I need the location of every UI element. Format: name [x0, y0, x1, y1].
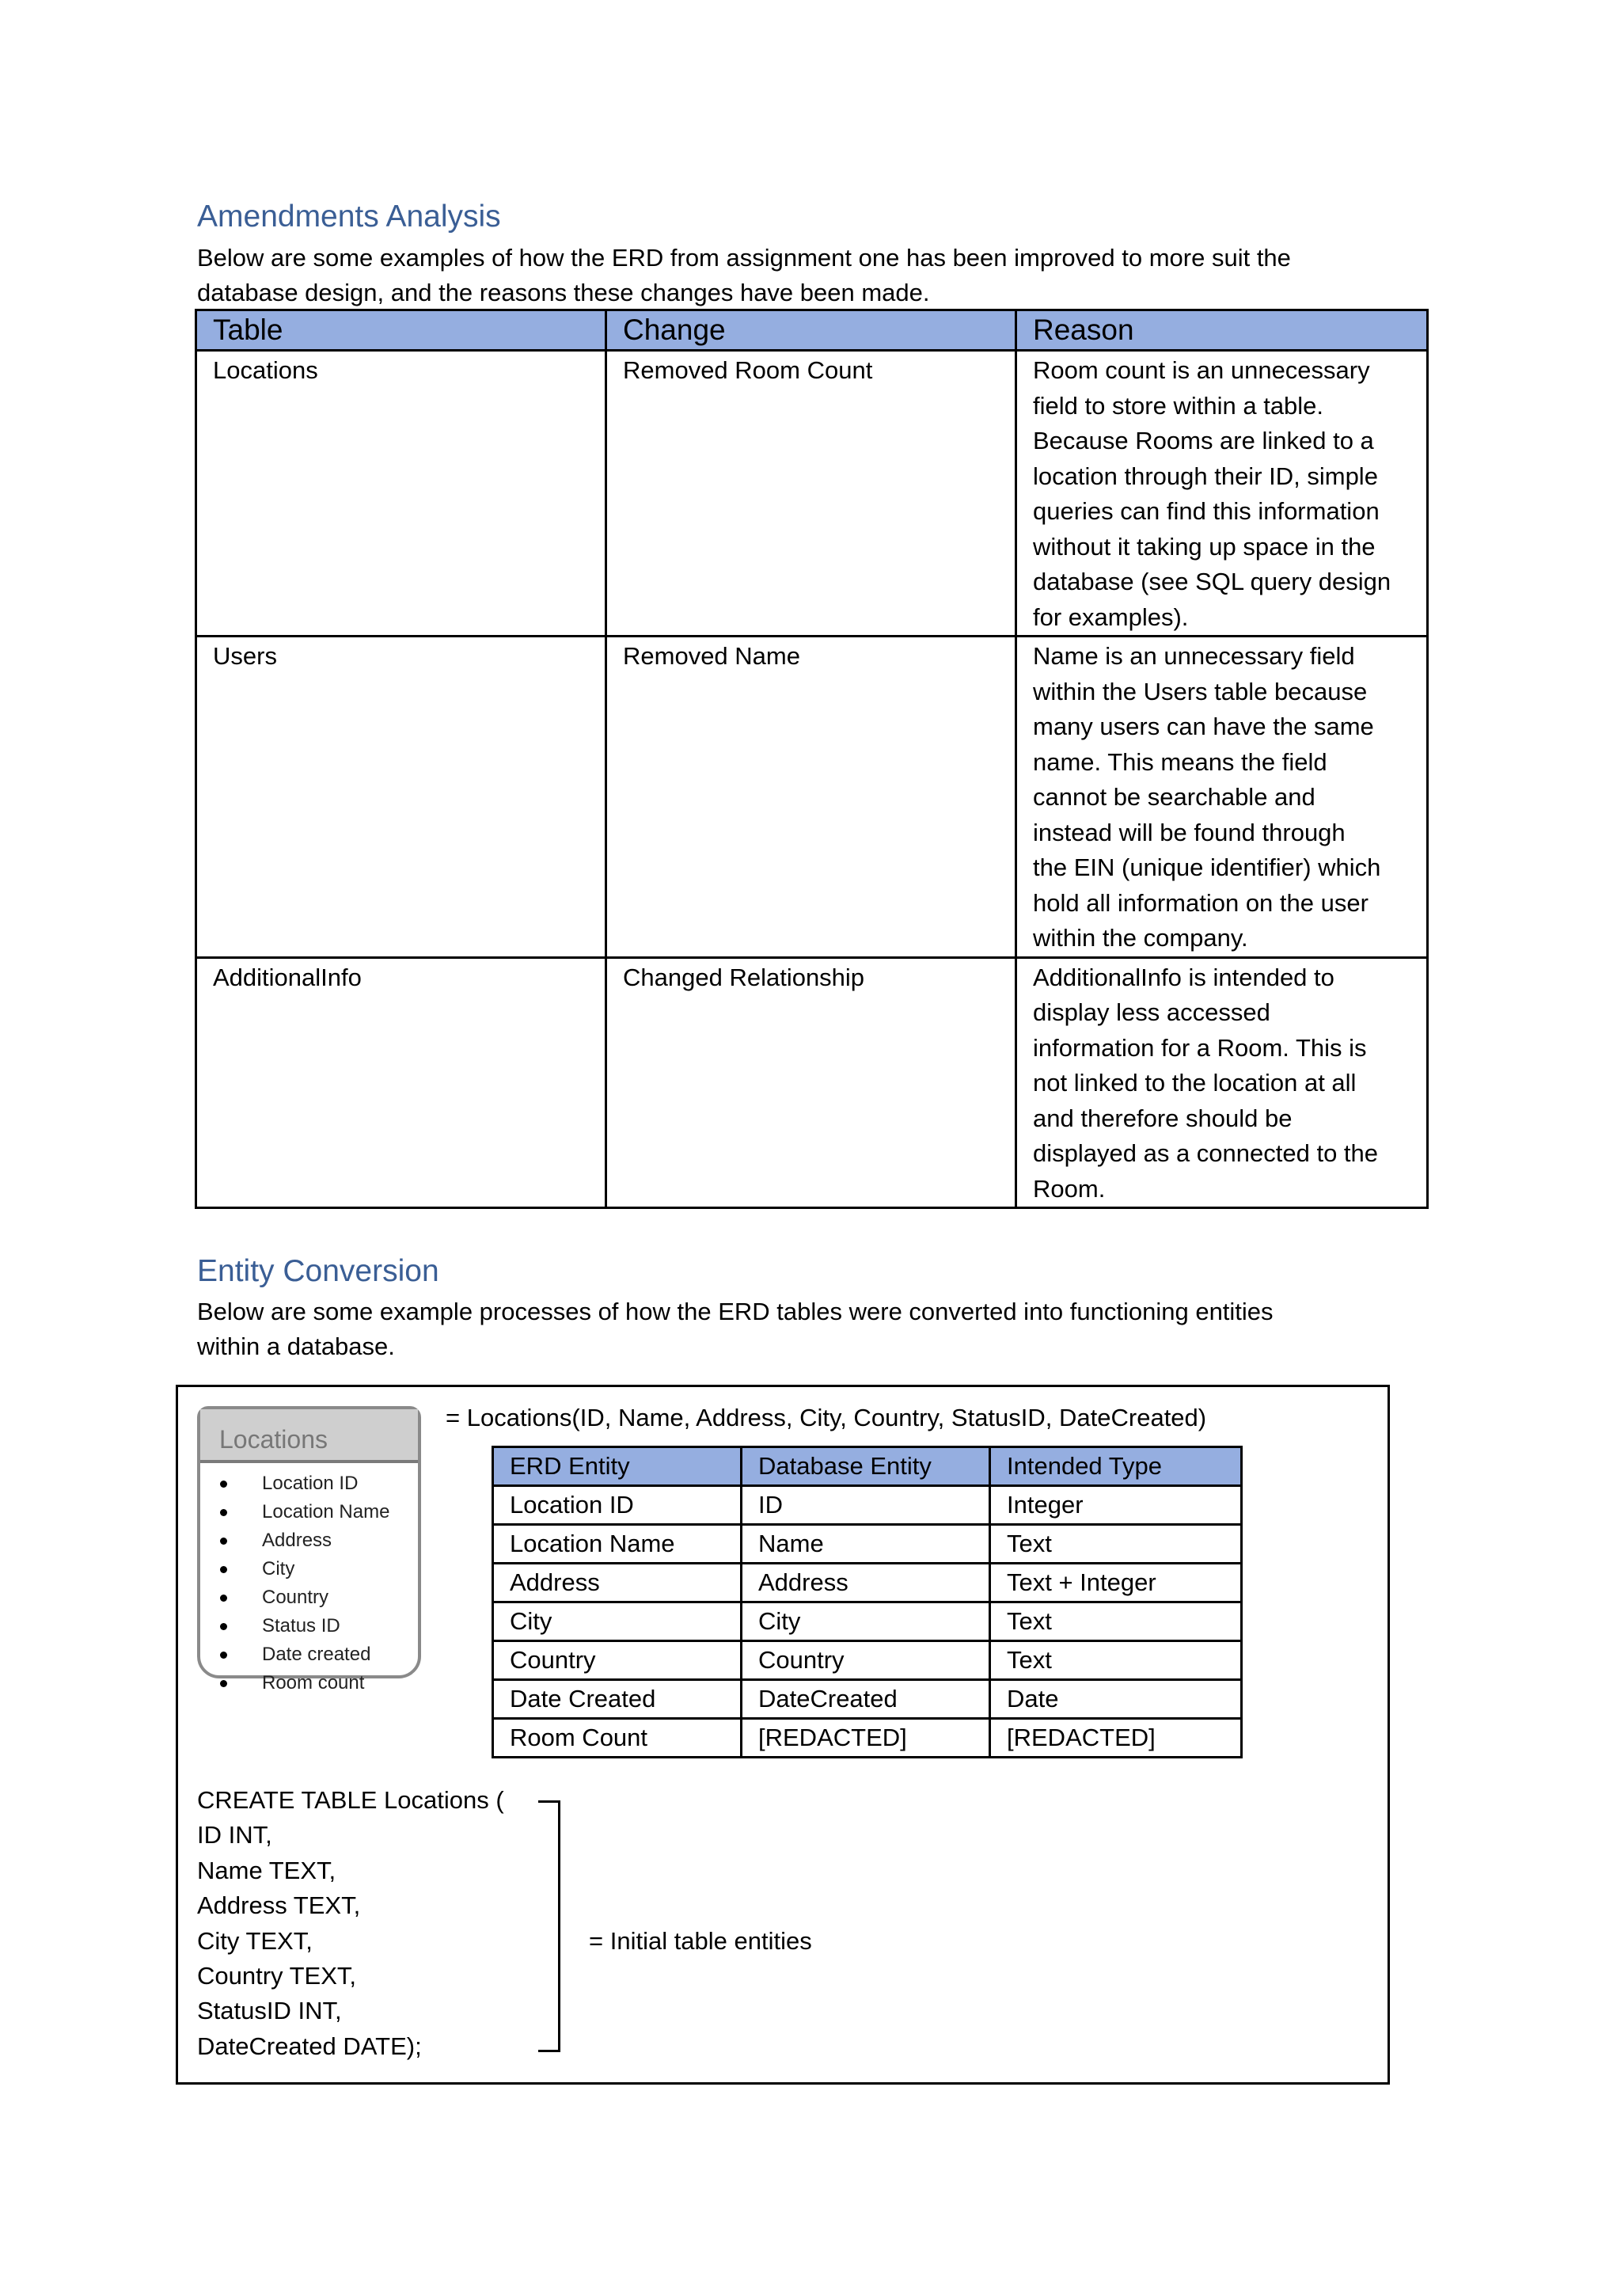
reason-line: Room count is an unnecessary: [1033, 356, 1370, 384]
sql-line: Country TEXT,: [197, 1962, 357, 1990]
reason-line: display less accessed: [1033, 998, 1270, 1026]
reason-line: not linked to the location at all: [1033, 1069, 1357, 1097]
sql-line: DateCreated DATE);: [197, 2032, 422, 2060]
intended-type-cell: Text + Integer: [990, 1564, 1242, 1602]
header-change: Change: [606, 310, 1016, 351]
reason-line: location through their ID, simple: [1033, 462, 1378, 490]
sql-create-statement: [197, 1783, 504, 2064]
row-table-name: Users: [196, 637, 606, 958]
amendments-header-row: [196, 310, 1428, 351]
erd-entity-cell: City: [493, 1602, 742, 1641]
reason-line: instead will be found through: [1033, 818, 1346, 846]
table-row: [493, 1525, 1242, 1564]
intended-type-cell: Text: [990, 1525, 1242, 1564]
intended-type-cell: Text: [990, 1641, 1242, 1680]
reason-line: and therefore should be: [1033, 1104, 1293, 1132]
reason-line: field to store within a table.: [1033, 391, 1324, 420]
amendments-intro-line: Below are some examples of how the ERD from assignment one has been improved to more suit the: [197, 244, 1291, 272]
amendments-table: [195, 309, 1429, 1209]
entity-intro-line: within a database.: [197, 1332, 395, 1360]
reason-line: Because Rooms are linked to a: [1033, 427, 1374, 454]
amendments-intro: [197, 241, 1432, 310]
reason-line: information for a Room. This is: [1033, 1033, 1367, 1062]
entity-mapping-table: [492, 1446, 1243, 1758]
reason-line: within the Users table because: [1033, 677, 1368, 705]
header-reason: Reason: [1016, 310, 1428, 351]
table-row: [493, 1602, 1242, 1641]
erd-field: Room count: [200, 1669, 418, 1697]
erd-entity-card: [197, 1406, 421, 1693]
table-row: [493, 1486, 1242, 1525]
reason-line: displayed as a connected to the: [1033, 1139, 1379, 1167]
sql-line: ID INT,: [197, 1821, 272, 1849]
reason-line: for examples).: [1033, 603, 1189, 631]
erd-field: Address: [200, 1526, 418, 1555]
table-row: [493, 1680, 1242, 1719]
intended-type-cell: [REDACTED]: [990, 1719, 1242, 1758]
erd-field: Location ID: [200, 1469, 418, 1498]
entity-conversion-heading: Entity Conversion: [197, 1254, 439, 1288]
reason-line: hold all information on the user: [1033, 888, 1369, 917]
erd-field: City: [200, 1555, 418, 1583]
erd-entity-cell: Country: [493, 1641, 742, 1680]
entity-formula: = Locations(ID, Name, Address, City, Country, StatusID, DateCreated): [446, 1404, 1207, 1431]
reason-line: many users can have the same: [1033, 713, 1374, 740]
row-reason: [1016, 351, 1428, 637]
intended-type-cell: Text: [990, 1602, 1242, 1641]
database-entity-cell: Name: [742, 1525, 990, 1564]
entity-conversion-intro: [197, 1294, 1432, 1364]
erd-card-title: Locations: [200, 1409, 418, 1463]
row-table-name: Locations: [196, 351, 606, 637]
sql-bracket: [538, 1800, 560, 2052]
erd-field: Location Name: [200, 1498, 418, 1526]
reason-line: Room.: [1033, 1174, 1106, 1203]
erd-entity-cell: Date Created: [493, 1680, 742, 1719]
amendments-heading: Amendments Analysis: [197, 200, 501, 234]
mapping-header-row: [493, 1447, 1242, 1486]
reason-line: Name is an unnecessary field: [1033, 642, 1355, 670]
entity-intro-line: Below are some example processes of how the ERD tables were converted into functioning entities: [197, 1298, 1274, 1325]
sql-line: CREATE TABLE Locations (: [197, 1786, 504, 1814]
database-entity-cell: City: [742, 1602, 990, 1641]
erd-entity-cell: Address: [493, 1564, 742, 1602]
row-table-name: AdditionalInfo: [196, 957, 606, 1208]
sql-line: Name TEXT,: [197, 1856, 336, 1884]
table-row: [196, 351, 1428, 637]
erd-field: Status ID: [200, 1612, 418, 1640]
reason-line: within the company.: [1033, 924, 1248, 952]
table-row: [196, 957, 1428, 1208]
header-database-entity: Database Entity: [742, 1447, 990, 1486]
reason-line: without it taking up space in the: [1033, 532, 1376, 561]
reason-line: queries can find this information: [1033, 497, 1380, 525]
database-entity-cell: Address: [742, 1564, 990, 1602]
intended-type-cell: Integer: [990, 1486, 1242, 1525]
header-erd-entity: ERD Entity: [493, 1447, 742, 1486]
table-row: [493, 1641, 1242, 1680]
database-entity-cell: [REDACTED]: [742, 1719, 990, 1758]
row-reason: [1016, 957, 1428, 1208]
header-intended-type: Intended Type: [990, 1447, 1242, 1486]
reason-line: cannot be searchable and: [1033, 783, 1315, 811]
erd-entity-cell: Room Count: [493, 1719, 742, 1758]
row-reason: [1016, 637, 1428, 958]
erd-entity-cell: Location Name: [493, 1525, 742, 1564]
erd-entity-cell: Location ID: [493, 1486, 742, 1525]
database-entity-cell: Country: [742, 1641, 990, 1680]
table-row: [493, 1719, 1242, 1758]
reason-line: the EIN (unique identifier) which: [1033, 853, 1381, 881]
reason-line: database (see SQL query design: [1033, 568, 1391, 595]
table-row: [196, 637, 1428, 958]
row-change: Removed Room Count: [606, 351, 1016, 637]
database-entity-cell: ID: [742, 1486, 990, 1525]
sql-line: StatusID INT,: [197, 1997, 342, 2025]
bracket-label: = Initial table entities: [589, 1927, 812, 1955]
erd-field-list: [200, 1463, 418, 1697]
header-table: Table: [196, 310, 606, 351]
erd-field: Date created: [200, 1640, 418, 1669]
row-change: Changed Relationship: [606, 957, 1016, 1208]
erd-field: Country: [200, 1583, 418, 1612]
amendments-intro-line: database design, and the reasons these changes have been made.: [197, 279, 930, 306]
intended-type-cell: Date: [990, 1680, 1242, 1719]
sql-line: City TEXT,: [197, 1926, 313, 1955]
reason-line: name. This means the field: [1033, 747, 1327, 776]
reason-line: AdditionalInfo is intended to: [1033, 963, 1334, 991]
database-entity-cell: DateCreated: [742, 1680, 990, 1719]
row-change: Removed Name: [606, 637, 1016, 958]
sql-line: Address TEXT,: [197, 1891, 361, 1920]
table-row: [493, 1564, 1242, 1602]
